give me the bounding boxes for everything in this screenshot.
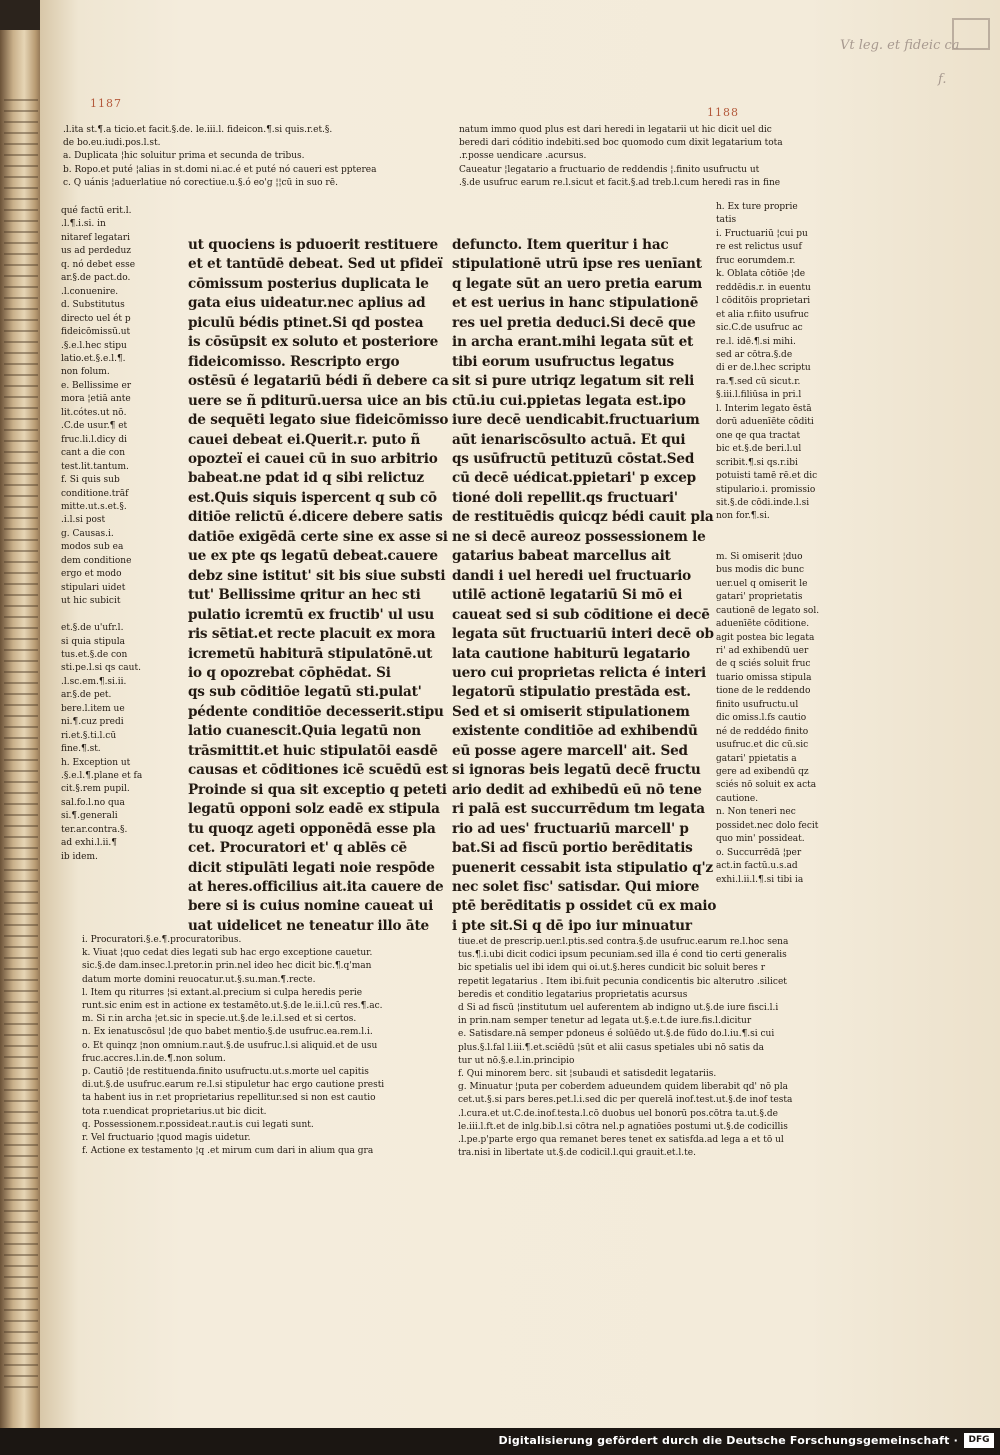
- margin-note-line: conditione.trāf: [61, 488, 129, 499]
- left-margin-gloss: [61, 205, 142, 864]
- margin-note-line: aduenīēte cōditione.: [716, 619, 810, 630]
- main-text-line: legata sūt fructuariū interi decē ob: [452, 626, 714, 643]
- margin-note-line: finito usufructu.ul: [716, 699, 799, 710]
- gloss-line: repetit legatarius . Item ibi.fuit pecunia condicentis bic alterutro .silicet: [458, 976, 787, 987]
- margin-note-line: test.lit.tantum.: [61, 461, 129, 472]
- margin-note-line: cant a die con: [61, 448, 125, 459]
- main-text-line: causas et cōditiones icē scuēdū est: [188, 762, 448, 779]
- gloss-line: cet.ut.§.si pars beres.pet.l.i.sed dic per querelā inof.test.ut.§.de inof testa: [458, 1095, 793, 1106]
- gloss-line: tiue.et de prescrip.uer.l.ptis.sed contra.§.de usufruc.earum re.l.hoc sena: [458, 937, 789, 947]
- gloss-top-left: [63, 124, 377, 190]
- main-text-line: sit si pure utriqz legatum sit reli: [452, 373, 695, 390]
- margin-note-line: q. nó debet esse: [61, 259, 136, 270]
- margin-note-line: [716, 537, 819, 550]
- main-text-line: tu quoqz ageti opponēdā esse pla: [188, 820, 436, 837]
- margin-note-line: nitaref legatari: [61, 232, 130, 243]
- main-text-line: de sequēti legato siue fideicōmisso: [188, 412, 449, 429]
- gloss-line: n. Ex ienatuscōsul ¦de quo babet mentio.§.de usufruc.ea.rem.l.i.: [82, 1027, 373, 1038]
- main-text-line: babeat.ne pdat id q sibi relictuz: [188, 470, 424, 487]
- margin-note-line: exhi.l.ii.l.¶.si tibi ia: [716, 874, 804, 885]
- gloss-line: f. Actione ex testamento ¦q .et mirum cum dari in alium qua gra: [82, 1146, 374, 1157]
- margin-note-line: dem conditione: [61, 555, 132, 566]
- margin-note-line: m. Si omiserit ¦duo: [716, 551, 803, 562]
- gloss-line: g. Minuatur ¦puta per coberdem adueundem quidem liberabit qd' nō pla: [458, 1082, 788, 1093]
- main-text-line: ctū.iu cui.ppietas legata est.ipo: [452, 392, 686, 409]
- gloss-line: d Si ad fiscū ¦institutum uel auferentem ab indigno ut.§.de iure fisci.l.i: [458, 1003, 779, 1014]
- margin-note-line: di er de.l.hec scriptu: [716, 363, 811, 374]
- main-text-line: de restituēdis quicqz bédi cauit pla: [452, 509, 714, 526]
- main-text-line: debz sine istitut' sit bis siue substi: [188, 567, 446, 584]
- gloss-line: tota r.uendicat proprietarius.ut bic dicit.: [82, 1106, 267, 1117]
- margin-note-line: possidet.nec dolo fecit: [716, 820, 819, 831]
- margin-note-line: tatis: [716, 215, 737, 226]
- margin-note-line: fine.¶.st.: [61, 744, 101, 755]
- margin-note-line: non folum.: [61, 367, 110, 378]
- main-text-line: rio ad ues' fructuariū marcell' p: [452, 820, 689, 837]
- main-text-line: dicit stipulāti legati noie respōde: [188, 859, 435, 876]
- main-text-left-column: [188, 236, 449, 936]
- main-text-line: bere si is cuius nomine caueat ui: [188, 898, 434, 915]
- main-text-line: tioné doli repellit.qs fructuari': [452, 489, 678, 506]
- gloss-line: beredi dari códitio indebiti.sed boc quomodo cum dixit legatarium tota: [459, 138, 783, 149]
- gloss-line: f. Qui minorem berc. sit ¦subaudi et satisdedit legatariis.: [458, 1069, 717, 1080]
- margin-note-line: cautione.: [716, 793, 759, 804]
- margin-note-line: .i.l.si post: [61, 515, 106, 526]
- margin-note-line: h. Ex ture proprie: [716, 202, 798, 212]
- corner-annotation: f.: [938, 72, 947, 87]
- facing-page-edge: [4, 90, 38, 1390]
- main-text-line: pédente conditiōe decesserit.stipu: [188, 703, 444, 720]
- gloss-line: m. Si r.in archa ¦et.sic in specie.ut.§.de le.i.l.sed et si certos.: [82, 1014, 357, 1025]
- margin-note-line: qué factū erit.l.: [61, 206, 132, 216]
- footer-bar: [0, 1428, 1000, 1455]
- gloss-line: k. Viuat ¦quo cedat dies legati sub hac ergo exceptione cauetur.: [82, 948, 373, 959]
- margin-note-line: fideicōmissū.ut: [61, 327, 131, 338]
- margin-note-line: e. Bellissime er: [61, 380, 132, 391]
- folio-right: 1188: [707, 106, 739, 119]
- margin-note-line: directo uel ét p: [61, 313, 131, 324]
- margin-note-line: bus modis dic bunc: [716, 565, 805, 576]
- main-text-line: q legate sūt an uero pretia earum: [452, 275, 703, 292]
- main-text-line: ario dedit ad exhibedū eū nō tene: [452, 781, 702, 798]
- margin-note-line: si quia stipula: [61, 636, 125, 647]
- main-text-right-column: [452, 236, 716, 936]
- main-text-line: in archa erant.mihi legata sūt et: [452, 334, 694, 351]
- margin-note-line: uer.uel q omiserit le: [716, 578, 808, 589]
- gloss-line: tus.¶.i.ubi dicit codici ipsum pecuniam.sed illa é cond tio certi generalis: [458, 950, 787, 961]
- main-text-line: qs sub cōditiōe legatū sti.pulat': [188, 684, 422, 701]
- main-text-line: Proinde si qua sit exceptio q peteti: [188, 781, 447, 798]
- margin-note-line: fruc eorumdem.r.: [716, 255, 796, 266]
- gloss-line: .§.de usufruc earum re.l.sicut et facit.§.ad treb.l.cum heredi ras in fine: [459, 177, 781, 188]
- margin-note-line: tione de le reddendo: [716, 686, 811, 697]
- main-text-line: puenerit cessabit ista stipulatio q'z: [452, 859, 713, 876]
- main-text-line: datiōe exigēdā certe sine ex asse si: [188, 528, 448, 545]
- main-text-line: trāsmittit.et huic stipulatōi easdē: [188, 742, 438, 759]
- gloss-line: in prin.nam semper tenetur ad legata ut.§.e.t.de iure.fis.l.dicitur: [458, 1016, 752, 1027]
- margin-note-line: gere ad exibendū qz: [716, 767, 809, 778]
- gloss-bottom-left: [82, 934, 384, 1158]
- main-text-line: ditiōe relictū é.dicere debere satis: [188, 509, 443, 526]
- main-text-line: cōmissum posterius duplicata le: [188, 275, 429, 292]
- margin-note-line: tus.et.§.de con: [61, 649, 128, 660]
- margin-note-line: sic.C.de usufruc ac: [716, 323, 803, 334]
- dfg-logo: DFG: [964, 1433, 994, 1448]
- margin-note-line: re est relictus usuf: [716, 242, 802, 253]
- gloss-line: p. Cautiō ¦de restituenda.finito usufructu.ut.s.morte uel capitis: [82, 1067, 369, 1078]
- margin-note-line: usufruc.et dic cū.sic: [716, 740, 809, 751]
- gloss-line: c. Q uánis ¦aduerlatiue nó corectiue.u.§.ó eo'g ¦¦cū in suo rē.: [63, 177, 338, 188]
- gloss-line: di.ut.§.de usufruc.earum re.l.si stipuletur hac ergo cautione presti: [82, 1080, 385, 1091]
- main-text-line: nec solet fisc' satisdar. Qui miore: [452, 878, 700, 895]
- main-text-line: ri palā est succurrēdum tm legata: [452, 801, 705, 818]
- margin-note-line: sti.pe.l.si qs caut.: [61, 663, 141, 674]
- main-text-line: icremetū habiturā stipulatōnē.ut: [188, 645, 433, 662]
- gloss-line: Caueatur ¦legatario a fructuario de reddendis ¦.finito usufructu ut: [459, 164, 760, 175]
- margin-note-line: .C.de usur.¶ et: [61, 421, 128, 432]
- margin-note-line: sciés nō soluit ex acta: [716, 780, 817, 791]
- gloss-line: e. Satisdare.nā semper pdoneus é solūēdo ut.§.de fūdo do.l.iu.¶.si cui: [458, 1029, 775, 1040]
- funding-credit: Digitalisierung gefördert durch die Deutsche Forschungsgemeinschaft ·: [498, 1434, 958, 1447]
- margin-note-line: §.iii.l.filiūsa in pri.l: [716, 390, 802, 401]
- handwritten-annotation: Vt leg. et fideic ca: [840, 38, 960, 53]
- margin-note-line: h. Exception ut: [61, 757, 131, 768]
- gloss-line: tur ut nō.§.e.l.in.principio: [458, 1055, 575, 1066]
- gloss-line: a. Duplicata ¦hic soluitur prima et secunda de tribus.: [63, 151, 305, 162]
- main-text-line: et est uerius in hanc stipulationē: [452, 295, 699, 312]
- margin-note-line: n. Non teneri nec: [716, 807, 796, 818]
- margin-note-line: non for.¶.si.: [716, 511, 770, 522]
- margin-note-line: cautionē de legato sol.: [716, 605, 820, 616]
- margin-note-line: re.l. idē.¶.si mihi.: [716, 336, 796, 347]
- main-text-line: legatorū stipulatio prestāda est.: [452, 684, 691, 701]
- margin-note-line: ib idem.: [61, 851, 98, 862]
- margin-note-line: et.§.de u'ufr.l.: [61, 623, 124, 634]
- main-text-line: ut quociens is pduoerit restituere: [188, 237, 438, 253]
- margin-note-line: gatari' ppietatis a: [716, 753, 797, 764]
- gloss-line: natum immo quod plus est dari heredi in legatarii ut hic dicit uel dic: [459, 125, 772, 135]
- gloss-line: beredis et conditio legatarius proprietatis acursus: [458, 989, 688, 1000]
- margin-note-line: us ad perdeduz: [61, 246, 132, 257]
- main-text-line: piculū bédis ptinet.Si qd postea: [188, 314, 424, 331]
- margin-note-line: [716, 524, 819, 537]
- margin-note-line: stipulario.i. promissio: [716, 484, 816, 495]
- main-text-line: cauei debeat ei.Querit.r. puto ñ: [188, 431, 421, 448]
- margin-note-line: bere.l.item ue: [61, 703, 125, 714]
- gloss-top-right: [459, 124, 783, 190]
- margin-note-line: ergo et modo: [61, 569, 122, 580]
- margin-note-line: .§.e.l.¶.plane et fa: [61, 771, 143, 782]
- main-text-line: uere se ñ pditurū.uersa uice an bis: [188, 392, 448, 409]
- margin-note-line: .l.sc.em.¶.si.ii.: [61, 676, 127, 687]
- margin-note-line: i. Fructuariū ¦cui pu: [716, 228, 808, 239]
- main-text-line: qs usūfructū petituzū cōstat.Sed: [452, 450, 695, 467]
- main-text-line: gata eius uideatur.nec aplius ad: [188, 295, 426, 312]
- margin-note-line: l. Interim legato ēstā: [716, 403, 812, 414]
- gloss-line: .r.posse uendicare .acursus.: [459, 151, 587, 162]
- margin-note-line: né de reddédo finito: [716, 726, 809, 737]
- main-text-line: io q opozrebat cōphēdat. Si: [188, 664, 391, 681]
- main-text-line: bat.Si ad fiscū portio berēditatis: [452, 840, 693, 857]
- main-text-line: ris sētiat.et recte placuit ex mora: [188, 626, 436, 643]
- margin-note-line: ri' ad exhibendū uer: [716, 645, 809, 656]
- main-text-line: stipulationē utrū ipse res uenīant: [452, 256, 702, 273]
- main-text-line: dandi i uel heredi uel fructuario: [452, 567, 692, 584]
- margin-note-line: ri.et.§.ti.l.cū: [61, 730, 117, 741]
- gloss-line: q. Possessionem.r.possideat.r.aut.is cui legati sunt.: [82, 1119, 314, 1130]
- margin-note-line: latio.et.§.e.l.¶.: [61, 353, 126, 364]
- margin-note-line: l cōditōis proprietari: [716, 296, 811, 307]
- main-text-line: i pte sit.Si q dē ipo iur minuatur: [452, 917, 692, 934]
- gloss-line: runt.sic enim est in actione ex testamēto.ut.§.de le.ii.l.cū res.¶.ac.: [82, 1001, 383, 1012]
- gloss-line: l. Item qu riturres ¦si extant.al.precium si culpa heredis perie: [82, 987, 363, 998]
- gloss-line: ta habent ius in r.et proprietarius repellitur.sed si non est cautio: [82, 1093, 376, 1104]
- main-text-line: uero cui proprietas relicta é interi: [452, 664, 706, 681]
- margin-note-line: ut hic subicit: [61, 596, 121, 607]
- margin-note-line: mitte.ut.s.et.§.: [61, 501, 127, 512]
- folio-left: 1187: [90, 97, 122, 110]
- margin-note-line: fruc.li.l.dicy di: [61, 434, 127, 445]
- margin-note-line: sal.fo.l.no qua: [61, 797, 125, 808]
- margin-note-line: lit.cótes.ut nō.: [61, 407, 127, 418]
- book-binding: [0, 30, 44, 1428]
- main-text-line: gatarius babeat marcellus ait: [452, 548, 671, 565]
- margin-note-line: reddēdis.r. in euentu: [716, 282, 811, 293]
- gloss-line: r. Vel fructuario ¦quod magis uidetur.: [82, 1133, 251, 1144]
- gloss-line: .l.pe.p'parte ergo qua remanet beres tenet ex satisfda.ad lega a et tō ul: [458, 1135, 784, 1146]
- main-text-line: res uel pretia deduci.Si decē que: [452, 314, 696, 331]
- main-text-line: pulatio icremtū ex fructib' ul usu: [188, 606, 435, 623]
- main-text-line: utilē actionē legatariū Si mō ei: [452, 587, 683, 604]
- main-text-line: et et tantūdē debeat. Sed ut pfideï: [188, 256, 443, 273]
- main-text-line: cū decē uédicat.ppietari' p excep: [452, 470, 696, 487]
- margin-note-line: act.in factū.u.s.ad: [716, 861, 798, 872]
- main-text-line: ne si decē aureoz possessionem le: [452, 528, 706, 545]
- margin-note-line: f. Si quis sub: [61, 475, 120, 486]
- main-text-line: aūt ienariscōsulto actuā. Et qui: [452, 431, 686, 448]
- main-text-line: cet. Procuratori et' q ablēs cē: [188, 840, 407, 857]
- margin-note-line: ni.¶.cuz predi: [61, 717, 124, 728]
- main-text-line: opozteï ei cauei cū in suo arbitrio: [188, 450, 438, 467]
- main-text-line: ue ex pte qs legatū debeat.cauere: [188, 548, 438, 565]
- main-text-line: defuncto. Item queritur i hac: [452, 237, 669, 253]
- margin-note-line: ad exhi.l.ii.¶: [61, 838, 118, 849]
- main-text-line: latio cuanescit.Quia legatū non: [188, 723, 421, 740]
- main-text-line: at heres.officilius ait.ita cauere de: [188, 878, 444, 895]
- margin-note-line: .l.conuenire.: [61, 286, 119, 297]
- gloss-line: b. Ropo.et puté ¦alias in st.domi ni.ac.é et puté nó caueri est ppterea: [63, 164, 377, 175]
- gloss-line: datum morte domini reuocatur.ut.§.su.man.¶.recte.: [82, 974, 316, 985]
- margin-note-line: cit.§.rem pupil.: [61, 784, 130, 795]
- margin-note-line: sed ar cōtra.§.de: [716, 349, 793, 360]
- main-text-line: caueat sed si sub cōditione ei decē: [452, 606, 710, 623]
- main-text-line: tibi eorum usufructus legatus: [452, 353, 675, 370]
- gloss-line: le.iii.l.ft.et de inlg.bib.l.si cōtra nel.p agnatiōes postumi ut.§.de codicillis: [458, 1121, 788, 1132]
- margin-note-line: ar.§.de pet.: [61, 690, 112, 701]
- gloss-line: i. Procuratori.§.e.¶.procuratoribus.: [82, 935, 242, 945]
- gloss-line: .l.ita st.¶.a ticio.et facit.§.de. le.iii.l. fideicon.¶.si quis.r.et.§.: [63, 125, 333, 135]
- main-text-line: ostēsū é legatariū bédi ñ debere ca: [188, 373, 449, 390]
- main-text-line: legatū opponi solz eadē ex stipula: [188, 801, 440, 818]
- margin-note-line: tuario omissa stipula: [716, 672, 812, 683]
- margin-note-line: .l.¶.i.si. in: [61, 219, 106, 230]
- main-text-line: Sed et si omiserit stipulationem: [452, 703, 690, 720]
- main-text-line: is cōsūpsit ex soluto et posteriore: [188, 334, 439, 351]
- gloss-line: bic spetialis uel ibi idem qui oi.ut.§.heres cundicit bic soluit beres r: [458, 963, 766, 974]
- main-text-line: tut' Bellissime qritur an hec sti: [188, 587, 421, 604]
- margin-note-line: de q sciés soluit fruc: [716, 659, 811, 670]
- right-margin-gloss: [716, 201, 819, 887]
- margin-note-line: gatari' proprietatis: [716, 592, 803, 603]
- main-text-line: si ignoras beis legatū decē fructu: [452, 762, 701, 779]
- gloss-line: fruc.accres.l.in.de.¶.non solum.: [82, 1053, 226, 1064]
- margin-note-line: mora ¦etiā ante: [61, 394, 131, 405]
- margin-note-line: one qe qua tractat: [716, 430, 801, 441]
- margin-note-line: d. Substitutus: [61, 300, 125, 311]
- main-text-line: lata cautione habiturū legatario: [452, 645, 691, 662]
- main-text-line: fideicomisso. Rescripto ergo: [188, 353, 400, 370]
- main-text-line: ptē berēditatis p ossidet cū ex maio: [452, 898, 717, 915]
- margin-note-line: agit postea bic legata: [716, 632, 815, 643]
- margin-note-line: stipulari uidet: [61, 582, 126, 593]
- book-page: [40, 0, 1000, 1428]
- margin-note-line: dic omiss.l.fs cautio: [716, 713, 807, 724]
- margin-note-line: ra.¶.sed cū sicut.r.: [716, 376, 801, 387]
- gloss-line: de bo.eu.iudi.pos.l.st.: [63, 138, 161, 149]
- main-text-line: existente conditiōe ad exhibendū: [452, 723, 698, 740]
- main-text-line: iure decē uendicabit.fructuarium: [452, 412, 700, 429]
- margin-note-line: bic et.§.de beri.l.ul: [716, 444, 802, 455]
- main-text-line: eū posse agere marcell' ait. Sed: [452, 742, 688, 759]
- margin-note-line: sit.§.de cōdi.inde.l.si: [716, 497, 810, 508]
- gloss-line: o. Et quinqz ¦non omnium.r.aut.§.de usufruc.l.si aliquid.et de usu: [82, 1040, 378, 1051]
- margin-note-line: si.¶.generali: [61, 811, 118, 822]
- margin-note-line: et alia r.fiito usufruc: [716, 309, 809, 320]
- margin-note-line: dorū aduenīēte cōditi: [716, 417, 814, 428]
- gloss-line: plus.§.l.fal l.iii.¶.et.sciēdū ¦sūt et alii casus spetiales ubi nō satis da: [458, 1042, 764, 1053]
- margin-note-line: .§.e.l.hec stipu: [61, 340, 127, 351]
- margin-note-line: k. Oblata cōtiōe ¦de: [716, 269, 806, 280]
- main-text-line: uat uidelicet ne teneatur illo āte: [188, 917, 429, 934]
- margin-note-line: o. Succurrēdā ¦per: [716, 847, 802, 858]
- margin-note-line: [61, 609, 142, 622]
- margin-note-line: potuisti tamē rē.et dic: [716, 471, 818, 482]
- margin-note-line: ar.§.de pact.do.: [61, 273, 131, 284]
- gloss-line: .l.cura.et ut.C.de.inof.testa.l.cō duobus uel bonorū pos.cōtra ta.ut.§.de: [458, 1108, 778, 1119]
- gloss-line: tra.nisi in libertate ut.§.de codicil.l.qui grauit.et.l.te.: [458, 1148, 696, 1159]
- gloss-line: sic.§.de dam.insec.l.pretor.in prin.nel ideo hec dicit bic.¶.q'man: [82, 961, 372, 972]
- margin-note-line: quo min' possideat.: [716, 834, 805, 845]
- main-text-line: est.Quis siquis ispercent q sub cō: [188, 489, 437, 506]
- margin-note-line: scribit.¶.si qs.r.ibi: [716, 457, 798, 468]
- margin-note-line: g. Causas.i.: [61, 528, 114, 539]
- margin-note-line: ter.ar.contra.§.: [61, 824, 128, 835]
- gloss-bottom-right: [458, 936, 792, 1160]
- margin-note-line: modos sub ea: [61, 542, 124, 553]
